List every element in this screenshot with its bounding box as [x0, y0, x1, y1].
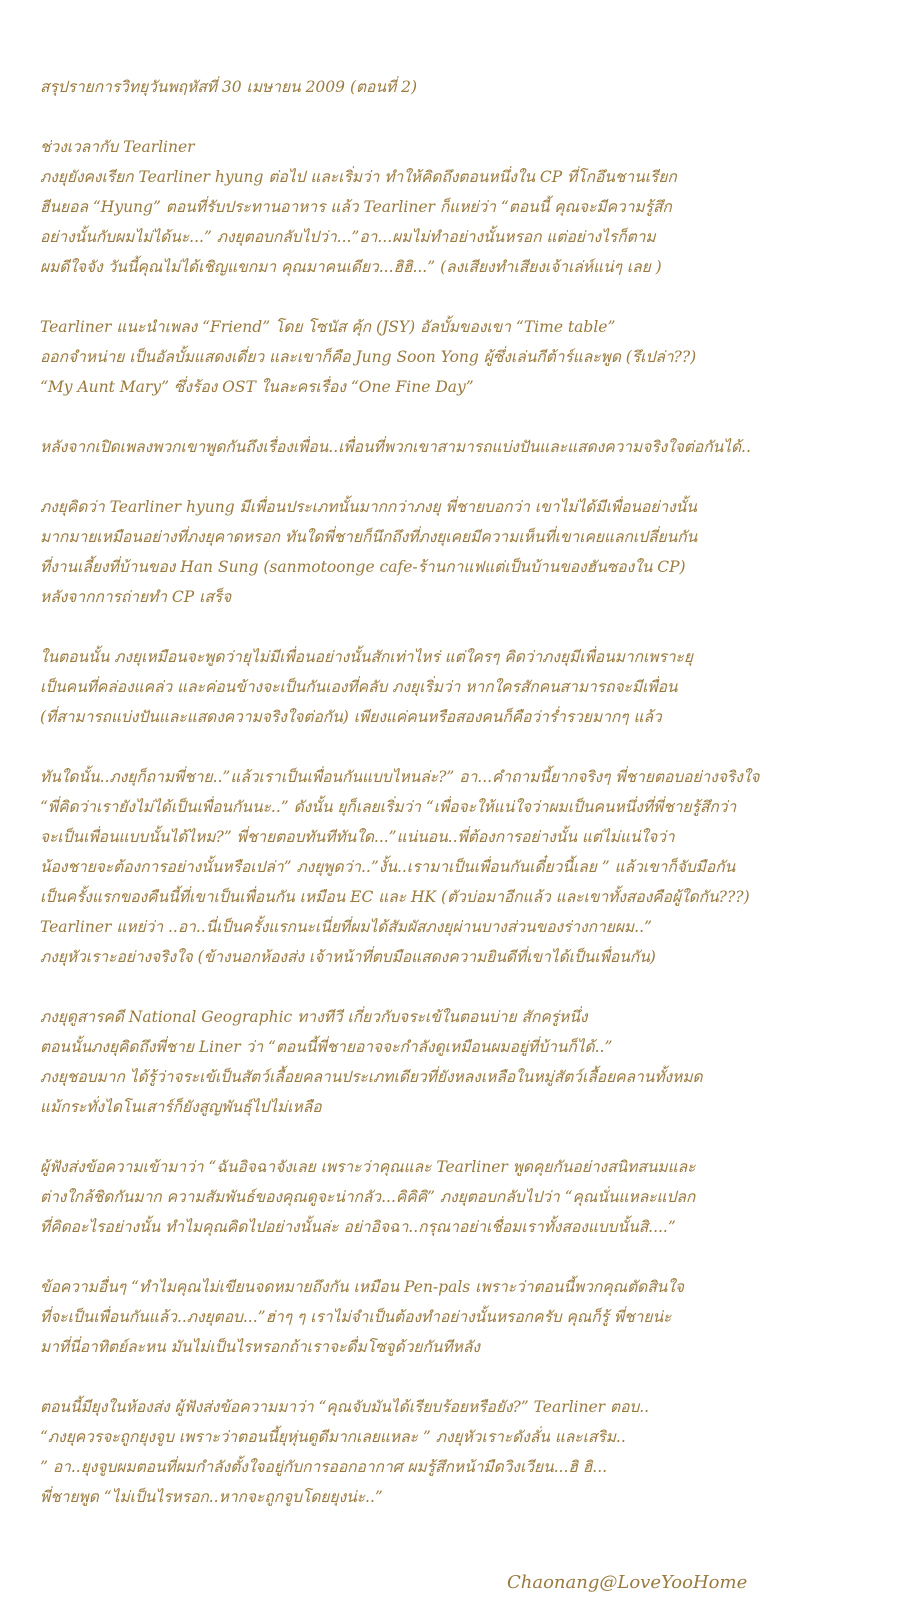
paragraph-gap: [40, 402, 890, 432]
text-line: ที่งานเลี้ยงที่บ้านของ Han Sung (sanmotoonge cafe-ร้านกาแฟแต่เป็นบ้านของฮันซองใน CP): [40, 558, 686, 576]
paragraph-gap: [40, 462, 890, 492]
paragraph-gap: [40, 1122, 890, 1152]
paragraph-gap: [40, 612, 890, 642]
text-line: ที่จะเป็นเพื่อนกันแล้ว..ภงยุตอบ...”ฮ่าๆ ๆ เราไม่จำเป็นต้องทำอย่างนั้นหรอกครับ คุณก็รู้ พี่ชายน่ะ: [40, 1308, 672, 1326]
text-line: ตอนนั้นภงยุคิดถึงพี่ชาย Liner ว่า “ตอนนี้พี่ชายอาจจะกำลังดูเหมือนผมอยู่ที่บ้านก็ได้..”: [40, 1038, 613, 1056]
paragraph-gap: [40, 282, 890, 312]
document-title: สรุปรายการวิทยุวันพฤหัสที่ 30 เมษายน 2009 (ตอนที่ 2): [40, 78, 418, 96]
paragraph: [40, 1002, 890, 1122]
paragraph-gap: [40, 732, 890, 762]
paragraph: [40, 642, 890, 732]
text-line: Tearliner แหย่ว่า ..อา..นี่เป็นครั้งแรกนะเนี่ยที่ผมได้สัมผัสภงยุผ่านบางส่วนของร่างกายผม..”: [40, 918, 652, 936]
text-line: “ภงยุควรจะถูกยุงจูบ เพราะว่าตอนนี้ยุหุ่นดูดีมากเลยแหละ ” ภงยุหัวเราะดังลั่น และเสริม..: [40, 1428, 626, 1446]
text-line: ภงยุชอบมาก ได้รู้ว่าจระเข้เป็นสัตว์เลื้อยคลานประเภทเดียวที่ยังหลงเหลือในหมู่สัตว์เลื้อยคลานทั้งหมด: [40, 1068, 703, 1086]
paragraphs: [40, 132, 890, 1512]
text-line: มากมายเหมือนอย่างที่ภงยุคาดหรอก ทันใดพี่ชายก็นึกถึงที่ภงยุเคยมีความเห็นที่เขาเคยแลกเปลี่ยนกัน: [40, 528, 698, 546]
text-line: มาที่นี่อาทิตย์ละหน มันไม่เป็นไรหรอกถ้าเราจะดื่มโซจูด้วยกันทีหลัง: [40, 1338, 480, 1356]
signature: Chaonang@LoveYooHome: [507, 1572, 748, 1593]
text-line: ภงยุคิดว่า Tearliner hyung มีเพื่อนประเภทนั้นมากกว่าภงยุ พี่ชายบอกว่า เขาไม่ได้มีเพื่อนอย่างนั้น: [40, 498, 697, 516]
text-line: ที่คิดอะไรอย่างนั้น ทำไมคุณคิดไปอย่างนั้นล่ะ อย่าอิจฉา..กรุณาอย่าเชื่อมเราทั้งสองแบบนั้นสิ....”: [40, 1218, 676, 1236]
paragraph-gap: [40, 1362, 890, 1392]
text-line: หลังจากเปิดเพลงพวกเขาพูดกันถึงเรื่องเพื่อน..เพื่อนที่พวกเขาสามารถแบ่งปันและแสดงความจริงใจต่อกันได้..: [40, 438, 751, 456]
text-line: อย่างนั้นกับผมไม่ได้นะ...” ภงยุตอบกลับไปว่า...”อา...ผมไม่ทำอย่างนั้นหรอก แต่อย่างไรก็ตาม: [40, 228, 656, 246]
text-line: ภงยุดูสารคดี National Geographic ทางทีวี เกี่ยวกับจระเข้ในตอนบ่าย สักครู่หนึ่ง: [40, 1008, 588, 1026]
text-line: ภงยุหัวเราะอย่างจริงใจ (ข้างนอกห้องส่ง เจ้าหน้าที่ตบมือแสดงความยินดีที่เขาได้เป็นเพื่อนกัน): [40, 948, 656, 966]
text-line: หลังจากการถ่ายทำ CP เสร็จ: [40, 588, 232, 606]
text-line: ทันใดนั้น..ภงยุก็ถามพี่ชาย..”แล้วเราเป็นเพื่อนกันแบบไหนล่ะ?” อา...คำถามนี้ยากจริงๆ พี่ชายตอบอย่างจริงใจ: [40, 768, 760, 786]
text-line: ” อา..ยุงจูบผมตอนที่ผมกำลังตั้งใจอยู่กับการออกอากาศ ผมรู้สึกหน้ามืดวิงเวียน...ฮิ ฮิ...: [40, 1458, 608, 1476]
text-line: ข้อความอื่นๆ “ทำไมคุณไม่เขียนจดหมายถึงกัน เหมือน Pen-pals เพราะว่าตอนนี้พวกคุณตัดสินใจ: [40, 1278, 684, 1296]
text-line: ช่วงเวลากับ Tearliner: [40, 138, 195, 156]
paragraph: [40, 432, 890, 462]
paragraph: [40, 1152, 890, 1242]
text-line: น้องชายจะต้องการอย่างนั้นหรือเปล่า” ภงยุพูดว่า..”งั้น..เรามาเป็นเพื่อนกันเดี๋ยวนี้เลย ” แล้วเขาก็จับมือกัน: [40, 858, 736, 876]
paragraph: [40, 132, 890, 282]
paragraph: [40, 1392, 890, 1512]
paragraph: [40, 762, 890, 972]
text-line: พี่ชายพูด “ไม่เป็นไรหรอก..หากจะถูกจูบโดยยุงน่ะ..”: [40, 1488, 383, 1506]
text-line: Tearliner แนะนำเพลง “Friend” โดย โซนัส คุ้ก (JSY) อัลบั้มของเขา “Time table”: [40, 318, 616, 336]
text-line: ผู้ฟังส่งข้อความเข้ามาว่า “ฉันอิจฉาจังเลย เพราะว่าคุณและ Tearliner พูดคุยกันอย่างสนิทสนมและ: [40, 1158, 696, 1176]
text-line: เป็นครั้งแรกของคืนนี้ที่เขาเป็นเพื่อนกัน เหมือน EC และ HK (ตัวบ่อมาอีกแล้ว และเขาทั้งสองคือผู้ใดกัน???): [40, 888, 750, 906]
text-line: “พี่คิดว่าเรายังไม่ได้เป็นเพื่อนกันนะ..” ดังนั้น ยุก็เลยเริ่มว่า “เพื่อจะให้แน่ใจว่าผมเป็นคนหนึ่งที่พี่ชายรู้สึกว่า: [40, 798, 737, 816]
text-line: ผมดีใจจัง วันนี้คุณไม่ได้เชิญแขกมา คุณมาคนเดียว...ฮิฮิ...” (ลงเสียงทำเสียงเจ้าเล่ห์แน่ๆ เลย ): [40, 258, 662, 276]
text-line: ต่างใกล้ชิดกันมาก ความสัมพันธ์ของคุณดูจะน่ากลัว...คิคิคิ” ภงยุตอบกลับไปว่า “คุณนั่นแหละแปลก: [40, 1188, 696, 1206]
paragraph: [40, 312, 890, 402]
text-line: “My Aunt Mary” ซึ่งร้อง OST ในละครเรื่อง “One Fine Day”: [40, 378, 474, 396]
paragraph-gap: [40, 972, 890, 1002]
document-body: [40, 72, 890, 1512]
text-line: ภงยุยังคงเรียก Tearliner hyung ต่อไป และเริ่มว่า ทำให้คิดถึงตอนหนึ่งใน CP ที่โกอึนชานเรียก: [40, 168, 677, 186]
text-line: แม้กระทั่งไดโนเสาร์ก็ยังสูญพันธุ์ไปไม่เหลือ: [40, 1098, 322, 1116]
text-line: จะเป็นเพื่อนแบบนั้นได้ไหม?” พี่ชายตอบทันทีทันใด...”แน่นอน..พี่ต้องการอย่างนั้น แต่ไม่แน่ใจว่า: [40, 828, 675, 846]
paragraph-gap: [40, 1242, 890, 1272]
text-line: เป็นคนที่คล่องแคล่ว และค่อนข้างจะเป็นกันเองที่คลับ ภงยุเริ่มว่า หากใครสักคนสามารถจะมีเพื่อน: [40, 678, 678, 696]
paragraph: [40, 1272, 890, 1362]
text-line: (ที่สามารถแบ่งปันและแสดงความจริงใจต่อกัน) เพียงแค่คนหรือสองคนก็คือว่าร่ำรวยมากๆ แล้ว: [40, 708, 662, 726]
paragraph: [40, 492, 890, 612]
text-line: ฮีนยอล “Hyung” ตอนที่รับประทานอาหาร แล้ว Tearliner ก็แหย่ว่า “ตอนนี้ คุณจะมีความรู้สึก: [40, 198, 672, 216]
paragraph-gap: [40, 102, 890, 132]
text-line: ในตอนนั้น ภงยุเหมือนจะพูดว่ายุไม่มีเพื่อนอย่างนั้นสักเท่าไหร่ แต่ใครๆ คิดว่าภงยุมีเพื่อนมากเพราะยุ: [40, 648, 693, 666]
text-line: ตอนนี้มียุงในห้องส่ง ผู้ฟังส่งข้อความมาว่า “คุณจับมันได้เรียบร้อยหรือยัง?” Tearliner ตอบ..: [40, 1398, 650, 1416]
text-line: ออกจำหน่าย เป็นอัลบั้มแสดงเดี่ยว และเขาก็คือ Jung Soon Yong ผู้ซึ่งเล่นกีต้าร์และพูด (รึเปล่า??): [40, 348, 697, 366]
